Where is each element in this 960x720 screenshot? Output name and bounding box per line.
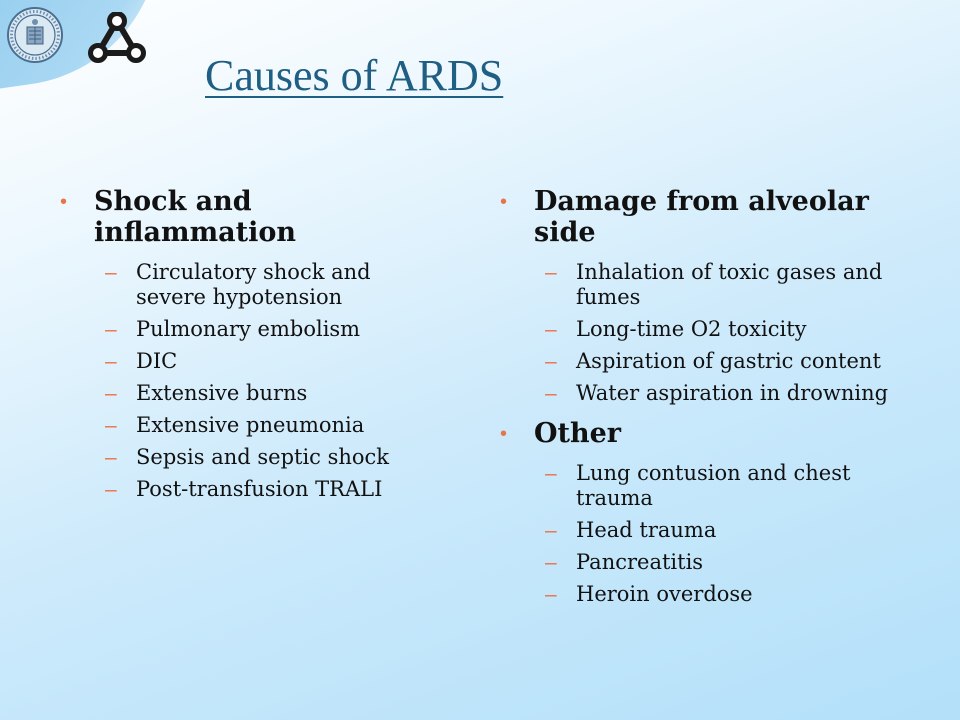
- sub-item: [94, 317, 440, 342]
- bullet-shock-and-inflammation: [60, 186, 440, 502]
- sub-item-text: Sepsis and septic shock: [136, 445, 390, 469]
- bullet-marker: •: [500, 423, 508, 445]
- sub-item-text: Circulatory shock and severe hypotension: [136, 260, 371, 309]
- dash-marker: –: [545, 261, 557, 284]
- sub-item: [534, 518, 910, 543]
- sub-item-text: Extensive burns: [136, 381, 308, 405]
- bullet-heading: Damage from alveolar side: [534, 186, 869, 248]
- sub-item: [94, 413, 440, 438]
- sub-item: [534, 550, 910, 575]
- dash-marker: –: [105, 478, 117, 501]
- sub-item-text: Long-time O2 toxicity: [576, 317, 807, 341]
- left-column: [60, 186, 440, 514]
- sub-item: [534, 349, 910, 374]
- dash-marker: –: [545, 551, 557, 574]
- dash-marker: –: [105, 261, 117, 284]
- slide-title: Causes of ARDS: [205, 51, 504, 100]
- dash-marker: –: [545, 350, 557, 373]
- university-seal-icon: [6, 6, 64, 64]
- dash-marker: –: [545, 382, 557, 405]
- dash-marker: –: [105, 446, 117, 469]
- sub-item-text: DIC: [136, 349, 178, 373]
- sub-item: [534, 381, 910, 406]
- bullet-other: [500, 418, 910, 607]
- sub-item: [94, 260, 440, 310]
- sub-item-text: Extensive pneumonia: [136, 413, 365, 437]
- bullet-heading: Other: [534, 418, 622, 449]
- sub-item-text: Heroin overdose: [576, 582, 753, 606]
- dash-marker: –: [545, 462, 557, 485]
- sub-item: [94, 477, 440, 502]
- dash-marker: –: [105, 350, 117, 373]
- dash-marker: –: [105, 414, 117, 437]
- sub-item-text: Post-transfusion TRALI: [136, 477, 383, 501]
- sub-item-text: Inhalation of toxic gases and fumes: [576, 260, 883, 309]
- sub-item: [534, 461, 910, 511]
- sub-item-text: Aspiration of gastric content: [576, 349, 881, 373]
- sub-item-text: Lung contusion and chest trauma: [576, 461, 851, 510]
- dash-marker: –: [105, 382, 117, 405]
- right-column: [500, 186, 910, 619]
- sub-item-text: Head trauma: [576, 518, 717, 542]
- bullet-marker: •: [60, 191, 68, 213]
- sub-item: [534, 260, 910, 310]
- sub-item-text: Water aspiration in drowning: [576, 381, 889, 405]
- sub-item: [534, 582, 910, 607]
- sub-item-text: Pancreatitis: [576, 550, 704, 574]
- sub-item: [94, 445, 440, 470]
- bullet-damage-from-alveolar-side: [500, 186, 910, 406]
- sub-item: [534, 317, 910, 342]
- dash-marker: –: [105, 318, 117, 341]
- triangle-logo-icon: [88, 12, 146, 64]
- sub-item: [94, 349, 440, 374]
- dash-marker: –: [545, 318, 557, 341]
- sub-item-text: Pulmonary embolism: [136, 317, 361, 341]
- dash-marker: –: [545, 519, 557, 542]
- dash-marker: –: [545, 583, 557, 606]
- bullet-heading: Shock and inflammation: [94, 186, 297, 248]
- sub-item: [94, 381, 440, 406]
- bullet-marker: •: [500, 191, 508, 213]
